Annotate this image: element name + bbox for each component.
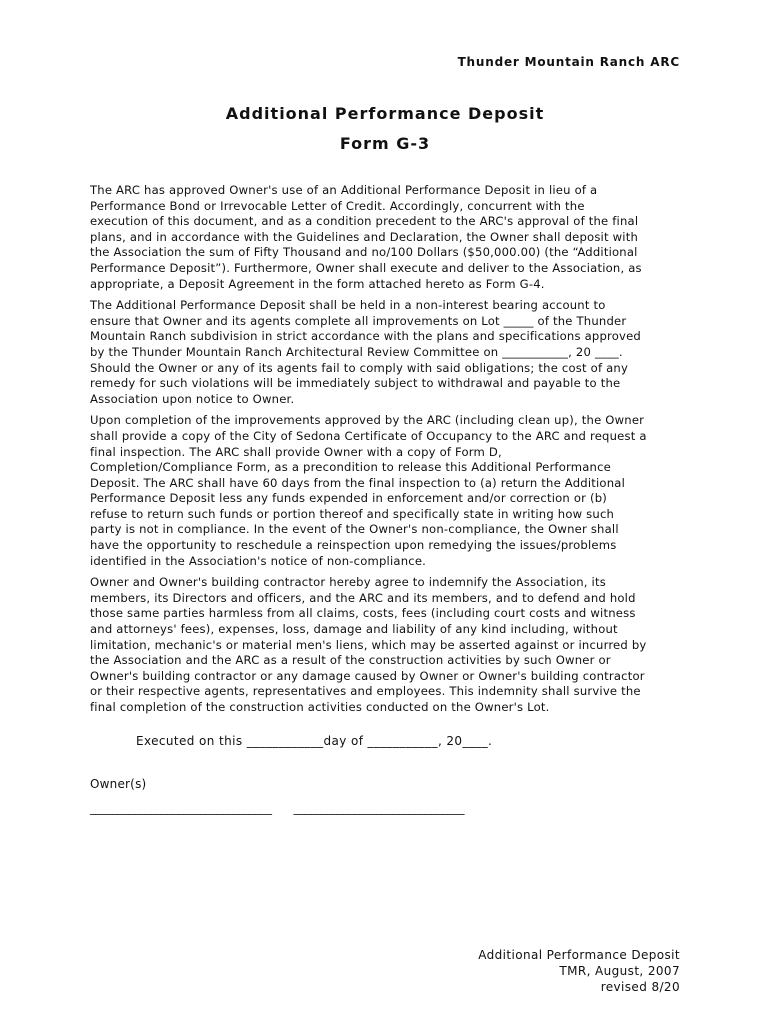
footer: [478, 947, 680, 995]
document-title: Additional Performance Deposit: [225, 104, 545, 123]
footer-doc-date: TMR, August, 2007: [559, 964, 680, 978]
form-number: Form G-3: [339, 134, 431, 153]
paragraph-completion-inspection: Upon completion of the improvements approved by the ARC (including clean up), the Owner shall provide a copy of the City of Sedona Certificate of Occupancy to the ARC and request a final inspection. The ARC shall provide Owner with a copy of Form D, Completion/Compliance Form, as a precondition to release this Additional Performance Deposit. The ARC shall have 60 days from the final inspection to (a) return the Additional Performance Deposit less any funds expended in enforcement and/or correction or (b) refuse to return such funds or portion thereof and specifically state in writing how such party is not in compliance. In the event of the Owner's non-compliance, the Owner shall have the opportunity to reschedule a reinspection upon remedying the issues/problems identified in the Association's notice of non-compliance.: [90, 413, 647, 568]
document-body: [90, 183, 682, 816]
footer-doc-name: Additional Performance Deposit: [478, 948, 680, 962]
owner-signature-line-2: _______________________________: [293, 800, 464, 815]
owner-signature-line-1: _________________________________: [90, 800, 272, 815]
signature-lines: [90, 801, 682, 817]
footer-revision: revised 8/20: [600, 980, 680, 994]
paragraph-deposit-approval: The ARC has approved Owner's use of an Additional Performance Deposit in lieu of a Performance Bond or Irrevocable Letter of Credit. Accordingly, concurrent with the execution of this document, and as a condition precedent to the ARC's approval of the final plans, and in accordance with the Guidelines and Declaration, the Owner shall deposit with the Association the sum of Fifty Thousand and no/100 Dollars ($50,000.00) (the “Additional Performance Deposit”). Furthermore, Owner shall execute and deliver to the Association, as appropriate, a Deposit Agreement in the form attached hereto as Form G-4.: [90, 183, 642, 291]
owners-label: Owner(s): [90, 777, 147, 792]
header-org-name: Thunder Mountain Ranch ARC: [457, 55, 680, 69]
execution-date-line: Executed on this ____________day of ___________, 20____.: [136, 733, 493, 748]
paragraph-deposit-holding: The Additional Performance Deposit shall be held in a non-interest bearing account to ensure that Owner and its agents complete all improvements on Lot _____ of the Thunder Mountain Ranch subdivision in strict accordance with the plans and specifications approved by the Thunder Mountain Ranch Architectural Review Committee on ___________, 20 ____. Should the Owner or any of its agents fail to comply with said obligations; the cost of any remedy for such violations will be immediately subject to withdrawal and payable to the Association upon notice to Owner.: [90, 298, 641, 406]
paragraph-indemnification: Owner and Owner's building contractor hereby agree to indemnify the Association, its members, its Directors and officers, and the ARC and its members, and to defend and hold those same parties harmless from all claims, costs, fees (including court costs and witness and attorneys' fees), expenses, loss, damage and liability of any kind including, without limitation, mechanic's or material men's liens, which may be asserted against or incurred by the Association and the ARC as a result of the construction activities by such Owner or Owner's building contractor or any damage caused by Owner or Owner's building contractor or their respective agents, representatives and employees. This indemnity shall survive the final completion of the construction activities conducted on the Owner's Lot.: [90, 575, 647, 714]
